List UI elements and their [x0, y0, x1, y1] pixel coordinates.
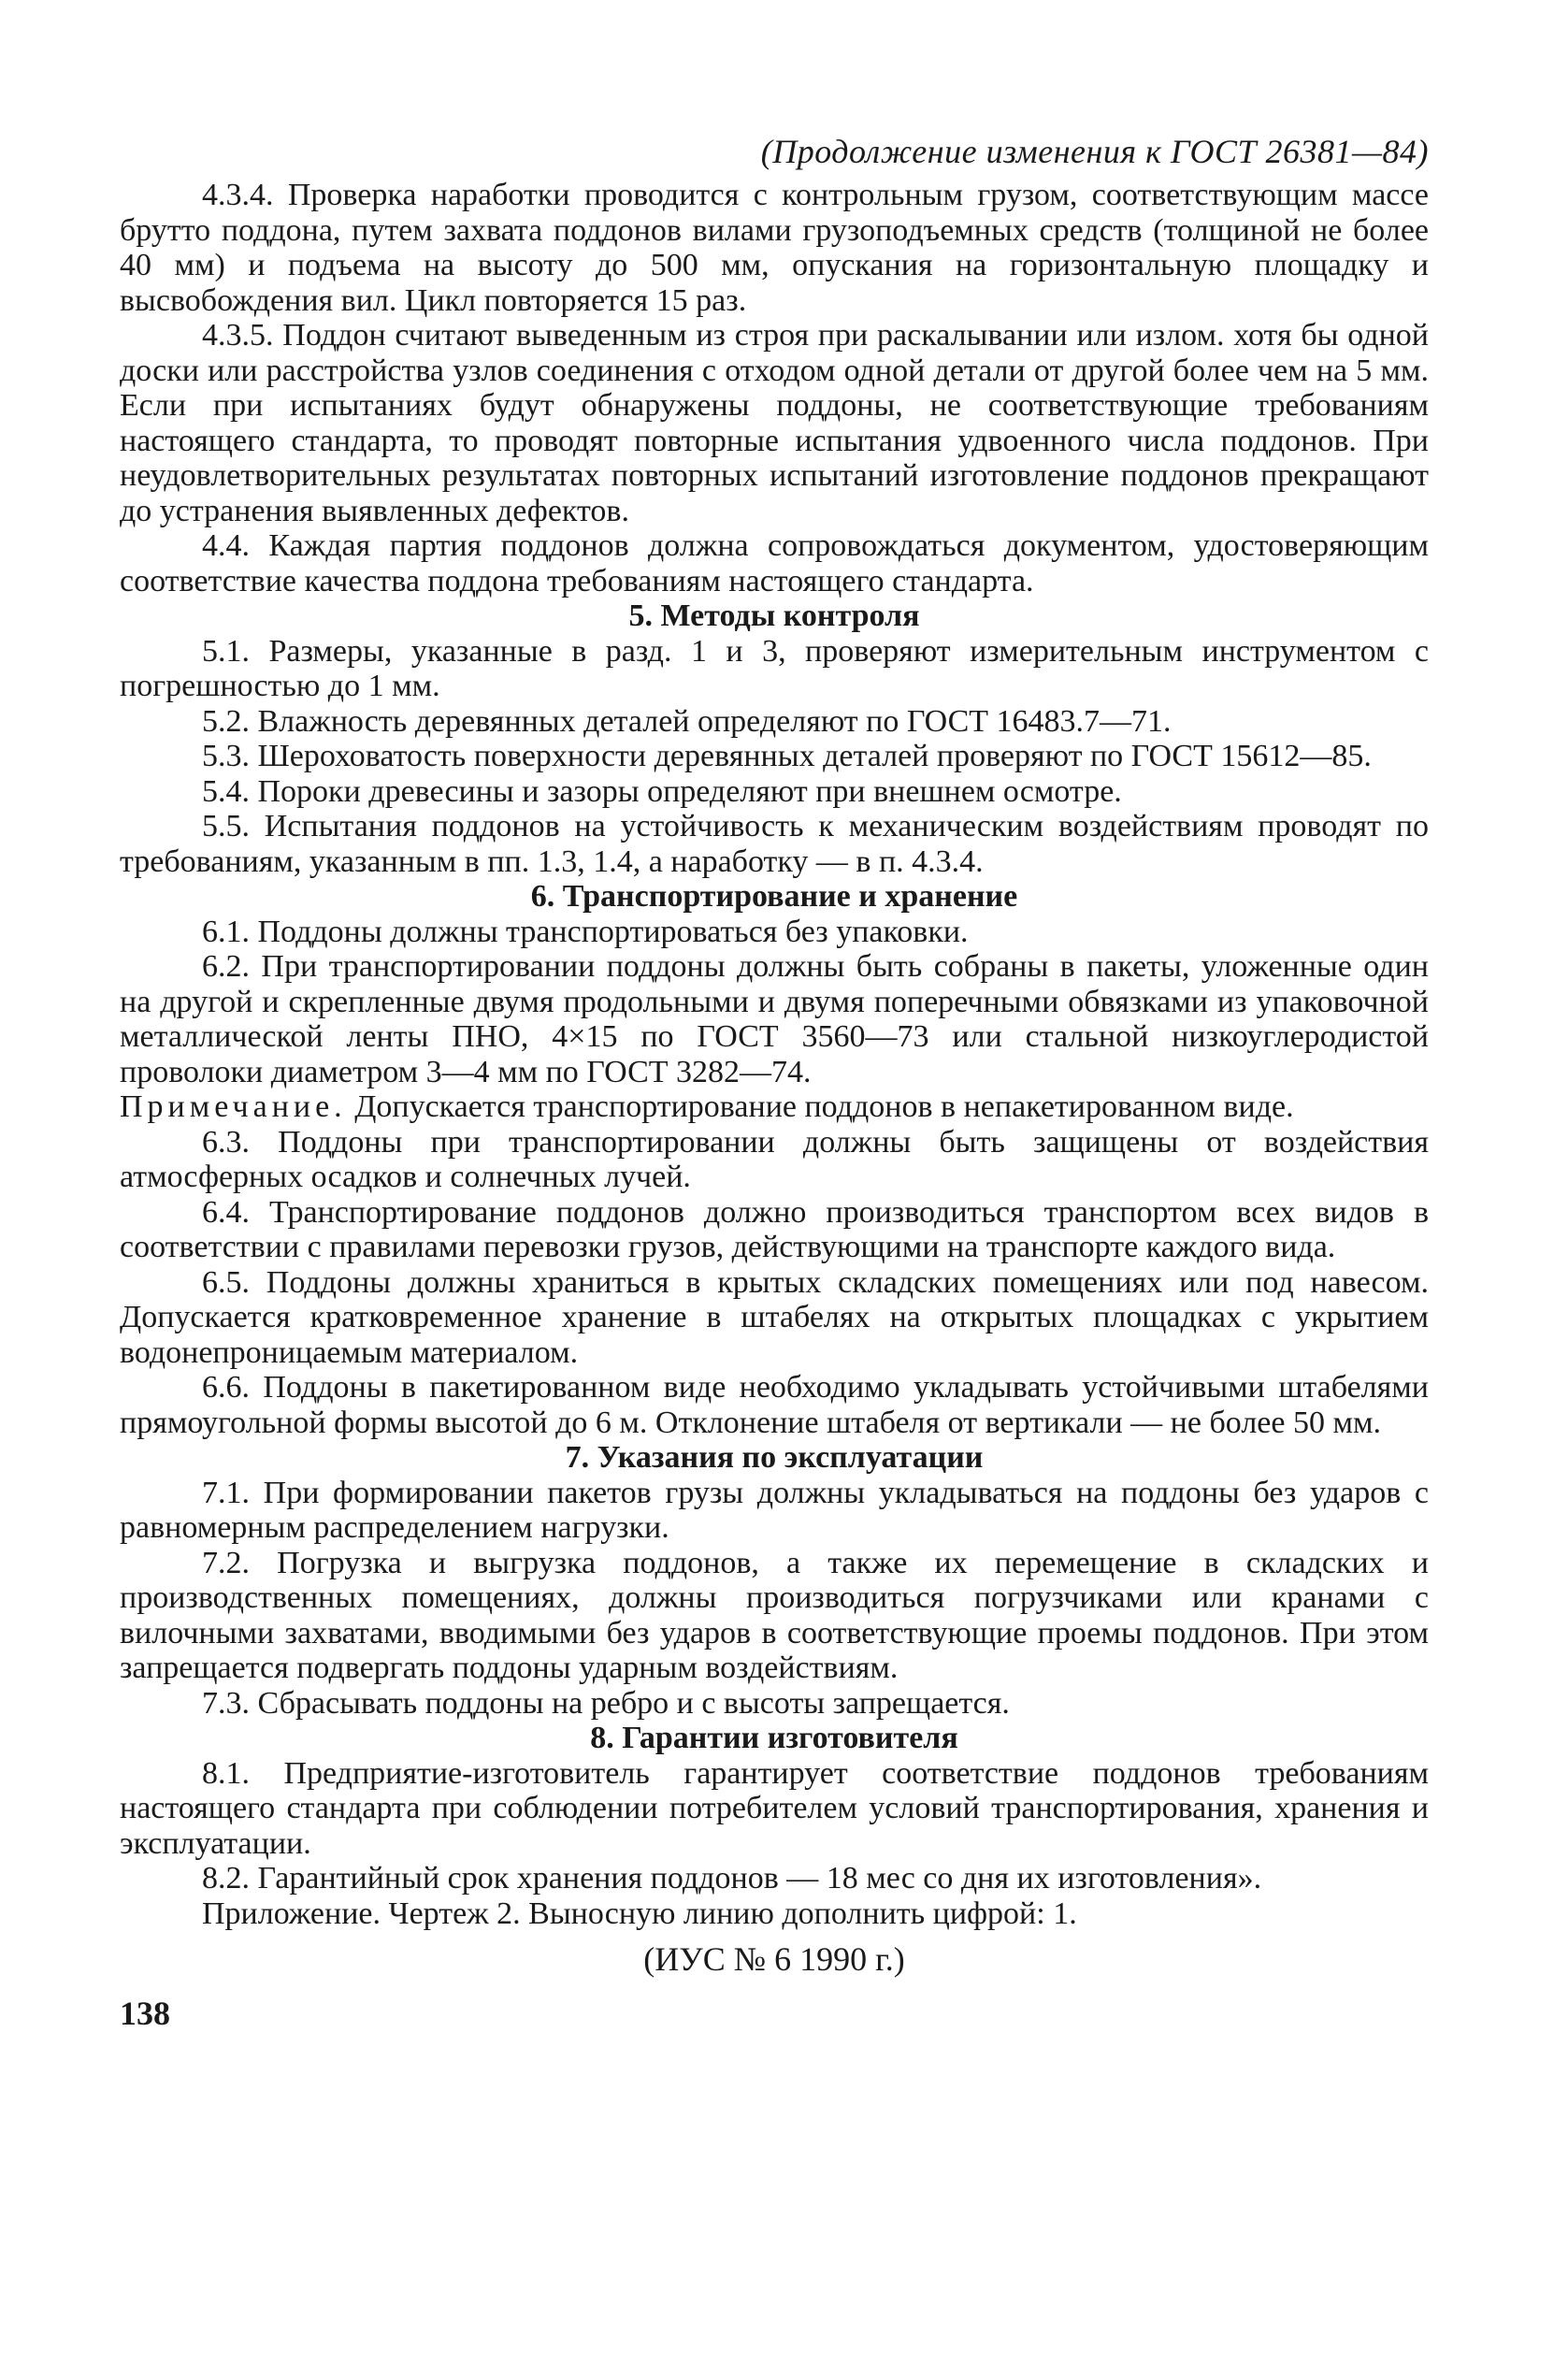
paragraph-5-5: 5.5. Испытания поддонов на устойчивость к механическим воздействиям проводят по требованиям, указанным в пп. 1.3, 1.4, а наработку — в п. 4.3.4.	[120, 809, 1429, 879]
section-5-heading: 5. Методы контроля	[628, 598, 920, 633]
paragraph-8-1: 8.1. Предприятие-изготовитель гарантирует соответствие поддонов требованиям настоящего стандарта при соблюдении потребителем условий транспортирования, хранения и эксплуатации.	[120, 1755, 1429, 1861]
paragraph-4-3-4: 4.3.4. Проверка наработки проводится с контрольным грузом, соответствующим массе брутто поддона, путем захвата поддонов вилами грузоподъемных средств (толщиной не более 40 мм) и подъема на высоту до 500 мм, опускания на горизонтальную площадку и высвобождения вил. Цикл повторяется 15 раз.	[120, 178, 1429, 318]
running-title: (Продолжение изменения к ГОСТ 26381—84)	[760, 133, 1429, 170]
note-label: Примечание.	[120, 1089, 347, 1124]
paragraph-8-2: 8.2. Гарантийный срок хранения поддонов — 18 мес со дня их изготовления».	[202, 1861, 1262, 1896]
paragraph-6-3: 6.3. Поддоны при транспортировании должны быть защищены от воздействия атмосферных осадков и солнечных лучей.	[120, 1124, 1429, 1194]
paragraph-4-4: 4.4. Каждая партия поддонов должна сопровождаться документом, удостоверяющим соответствие качества поддона требованиям настоящего стандарта.	[120, 528, 1429, 598]
document-page	[120, 131, 1429, 2031]
paragraph-6-2: 6.2. При транспортировании поддоны должны быть собраны в пакеты, уложенные один на другой и скрепленные двумя продольными и двумя поперечными обвязками из упаковочной металлической ленты ПНО, 4×15 по ГОСТ 3560—73 или стальной низкоуглеродистой проволоки диаметром 3—4 мм по ГОСТ 3282—74.	[120, 949, 1429, 1089]
page-number: 138	[120, 1994, 170, 2032]
paragraph-6-5: 6.5. Поддоны должны храниться в крытых складских помещениях или под навесом. Допускается кратковременное хранение в штабелях на открытых площадках с укрытием водонепроницаемым материалом.	[120, 1264, 1429, 1370]
section-8-heading: 8. Гарантии изготовителя	[590, 1721, 958, 1755]
paragraph-7-1: 7.1. При формировании пакетов грузы должны укладываться на поддоны без ударов с равномерным распределением нагрузки.	[120, 1475, 1429, 1545]
paragraph-5-3: 5.3. Шероховатость поверхности деревянных деталей проверяют по ГОСТ 15612—85.	[202, 739, 1372, 773]
paragraph-4-3-5: 4.3.5. Поддон считают выведенным из строя при раскалывании или излом. хотя бы одной доски или расстройства узлов соединения с отходом одной детали от другой более чем на 5 мм. Если при испытаниях будут обнаружены поддоны, не соответствующие требованиям настоящего стандарта, то проводят повторные испытания удвоенного числа поддонов. При неудовлетворительных результатах повторных испытаний изготовление поддонов прекращают до устранения выявленных дефектов.	[120, 318, 1429, 528]
note-text: Допускается транспортирование поддонов в непакетированном виде.	[346, 1089, 1294, 1124]
paragraph-6-6: 6.6. Поддоны в пакетированном виде необходимо укладывать устойчивыми штабелями прямоугольной формы высотой до 6 м. Отклонение штабеля от вертикали — не более 50 мм.	[120, 1370, 1429, 1440]
section-7-heading: 7. Указания по эксплуатации	[565, 1440, 984, 1475]
section-6-heading: 6. Транспортирование и хранение	[530, 879, 1018, 914]
paragraph-6-1: 6.1. Поддоны должны транспортироваться без упаковки.	[202, 914, 969, 949]
paragraph-6-4: 6.4. Транспортирование поддонов должно производиться транспортом всех видов в соответствии с правилами перевозки грузов, действующими на транспорте каждого вида.	[120, 1194, 1429, 1264]
paragraph-5-1: 5.1. Размеры, указанные в разд. 1 и 3, проверяют измерительным инструментом с погрешностью до 1 мм.	[120, 633, 1429, 703]
paragraph-5-2: 5.2. Влажность деревянных деталей определяют по ГОСТ 16483.7—71.	[202, 703, 1172, 739]
paragraph-5-4: 5.4. Пороки древесины и зазоры определяют при внешнем осмотре.	[202, 773, 1122, 809]
issue-reference: (ИУС № 6 1990 г.)	[643, 1940, 905, 1978]
paragraph-7-3: 7.3. Сбрасывать поддоны на ребро и с высоты запрещается.	[202, 1685, 1010, 1721]
note	[120, 1089, 1429, 1125]
paragraph-7-2: 7.2. Погрузка и выгрузка поддонов, а также их перемещение в складских и производственных помещениях, должны производиться погрузчиками или кранами с вилочными захватами, вводимыми без ударов в соответствующие проемы поддонов. При этом запрещается подвергать поддоны ударным воздействиям.	[120, 1545, 1429, 1685]
appendix-note: Приложение. Чертеж 2. Выносную линию дополнить цифрой: 1.	[202, 1896, 1077, 1931]
